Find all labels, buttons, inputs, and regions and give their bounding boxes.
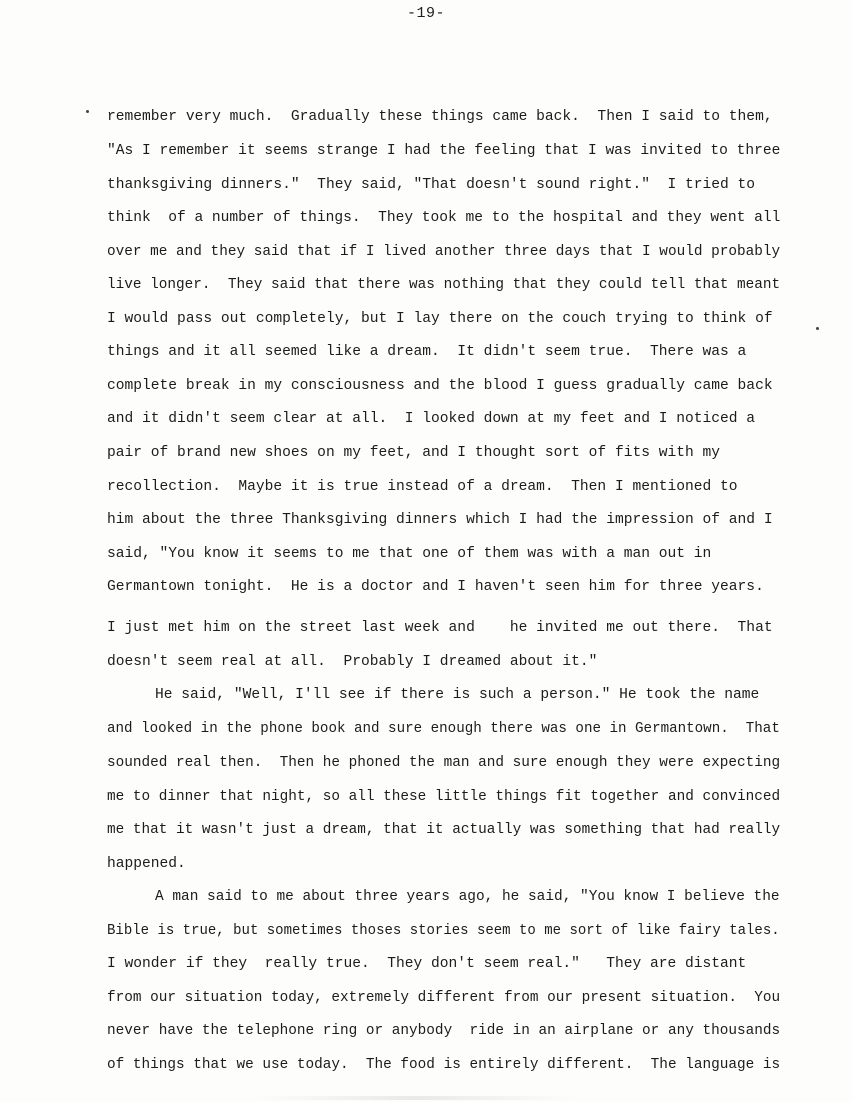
text-line: happened. bbox=[107, 856, 186, 872]
text-line: remember very much. Gradually these things came back. Then I said to them, bbox=[107, 109, 773, 125]
text-line: thanksgiving dinners." They said, "That doesn't sound right." I tried to bbox=[107, 177, 756, 193]
text-line: I would pass out completely, but I lay there on the couch trying to think of bbox=[107, 311, 773, 327]
paragraph-first-line: He said, "Well, I'll see if there is such a person." He took the name bbox=[155, 687, 760, 703]
text-line: over me and they said that if I lived another three days that I would probably bbox=[107, 244, 781, 260]
text-line: recollection. Maybe it is true instead of a dream. Then I mentioned to bbox=[107, 479, 738, 495]
scan-shadow bbox=[250, 1096, 580, 1100]
paper-speck bbox=[816, 327, 819, 330]
text-line: Germantown tonight. He is a doctor and I haven't seen him for three years. bbox=[107, 579, 764, 595]
text-line: I wonder if they really true. They don't seem real." They are distant bbox=[107, 956, 747, 972]
text-line: and it didn't seem clear at all. I looked down at my feet and I noticed a bbox=[107, 411, 756, 427]
text-line: him about the three Thanksgiving dinners which I had the impression of and I bbox=[107, 512, 773, 528]
text-line: never have the telephone ring or anybody ride in an airplane or any thousands bbox=[107, 1023, 781, 1039]
text-line: said, "You know it seems to me that one of them was with a man out in bbox=[107, 546, 712, 562]
text-line: sounded real then. Then he phoned the man and sure enough they were expecting bbox=[107, 755, 781, 771]
text-line: Bible is true, but sometimes thoses stories seem to me sort of like fairy tales. bbox=[107, 923, 780, 939]
paragraph-first-line: A man said to me about three years ago, he said, "You know I believe the bbox=[155, 889, 780, 905]
text-line: of things that we use today. The food is entirely different. The language is bbox=[107, 1057, 781, 1073]
text-line: complete break in my consciousness and the blood I guess gradually came back bbox=[107, 378, 773, 394]
text-line: pair of brand new shoes on my feet, and I thought sort of fits with my bbox=[107, 445, 721, 461]
text-line: things and it all seemed like a dream. It didn't seem true. There was a bbox=[107, 344, 747, 360]
text-line: "As I remember it seems strange I had the feeling that I was invited to three bbox=[107, 143, 781, 159]
text-line: and looked in the phone book and sure enough there was one in Germantown. That bbox=[107, 721, 780, 737]
text-line: I just met him on the street last week and he invited me out there. That bbox=[107, 620, 773, 636]
page-number: -19- bbox=[406, 5, 445, 22]
text-line: live longer. They said that there was nothing that they could tell that meant bbox=[107, 277, 781, 293]
text-line: doesn't seem real at all. Probably I dreamed about it." bbox=[107, 654, 598, 670]
paper-speck bbox=[86, 110, 89, 113]
text-line: from our situation today, extremely different from our present situation. You bbox=[107, 990, 781, 1006]
text-line: me to dinner that night, so all these little things fit together and convinced bbox=[107, 789, 781, 805]
text-line: me that it wasn't just a dream, that it actually was something that had really bbox=[107, 822, 781, 838]
text-line: think of a number of things. They took me to the hospital and they went all bbox=[107, 210, 781, 226]
